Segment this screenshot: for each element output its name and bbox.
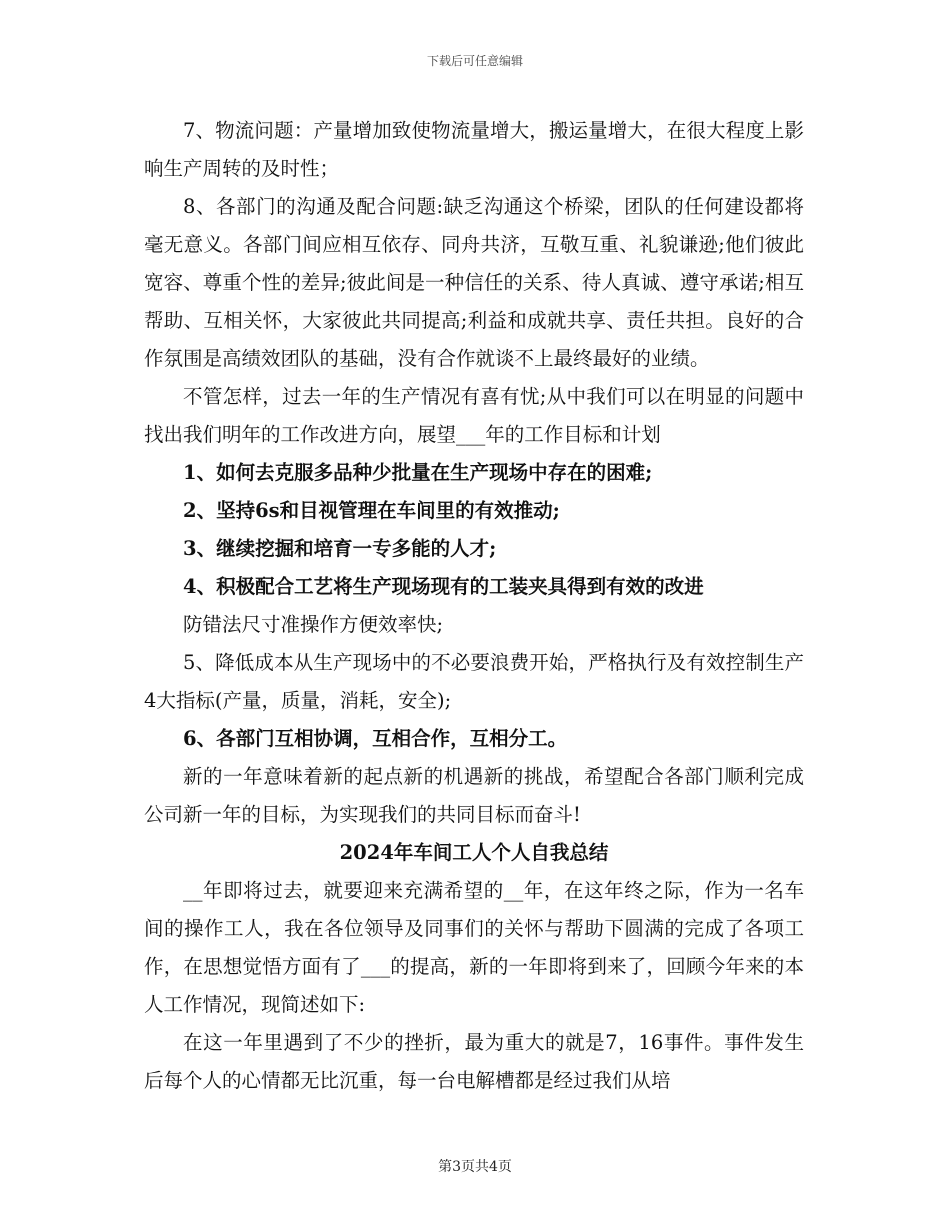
- goal-item-1: 1、如何去克服多品种少批量在生产现场中存在的困难;: [183, 461, 653, 484]
- section-title: 2024年车间工人个人自我总结: [339, 841, 609, 864]
- goal-item-6: 6、各部门互相协调，互相合作，互相分工。: [183, 727, 568, 750]
- paragraph-communication: 8、各部门的沟通及配合问题:缺乏沟通这个桥梁，团队的任何建设都将毫无意义。各部门间应相互依存、同舟共济，互敬互重、礼貌谦逊;他们彼此宽容、尊重个性的差异;彼此间是一种信任的关系、待人真诚、遵守承诺;相互帮助、互相关怀，大家彼此共同提高;利益和成就共享、责任共担。良好的合作氛围是高绩效团队的基础，没有合作就谈不上最终最好的业绩。: [144, 195, 804, 370]
- paragraph-outlook: 不管怎样，过去一年的生产情况有喜有忧;从中我们可以在明显的问题中找出我们明年的工作改进方向，展望___年的工作目标和计划: [144, 385, 804, 446]
- document-body: [144, 112, 804, 1100]
- paragraph-intro: __年即将过去，就要迎来充满希望的__年，在这年终之际，作为一名车间的操作工人，我在各位领导及同事们的关怀与帮助下圆满的完成了各项工作，在思想觉悟方面有了___的提高，新的一年即将到来了，回顾今年来的本人工作情况，现简述如下:: [144, 879, 804, 1016]
- paragraph-setback: 在这一年里遇到了不少的挫折，最为重大的就是7，16事件。事件发生后每个人的心情都无比沉重，每一台电解槽都是经过我们从培: [144, 1031, 804, 1092]
- goal-item-4: 4、积极配合工艺将生产现场现有的工装夹具得到有效的改进: [183, 575, 704, 598]
- goal-item-2: 2、坚持6s和目视管理在车间里的有效推动;: [183, 499, 560, 522]
- goal-item-3: 3、继续挖掘和培育一专多能的人才;: [183, 537, 497, 560]
- goal-item-5: 5、降低成本从生产现场中的不必要浪费开始，严格执行及有效控制生产4大指标(产量，质量，消耗，安全);: [144, 651, 804, 712]
- paragraph-closing: 新的一年意味着新的起点新的机遇新的挑战，希望配合各部门顺利完成公司新一年的目标，为实现我们的共同目标而奋斗!: [144, 765, 804, 826]
- page-footer: 第3页共4页: [438, 1159, 512, 1175]
- paragraph-logistics: 7、物流问题：产量增加致使物流量增大，搬运量增大，在很大程度上影响生产周转的及时性；: [144, 119, 804, 180]
- page-header: 下载后可任意编辑: [426, 54, 523, 68]
- goal-item-4-detail: 防错法尺寸准操作方便效率快;: [183, 613, 444, 636]
